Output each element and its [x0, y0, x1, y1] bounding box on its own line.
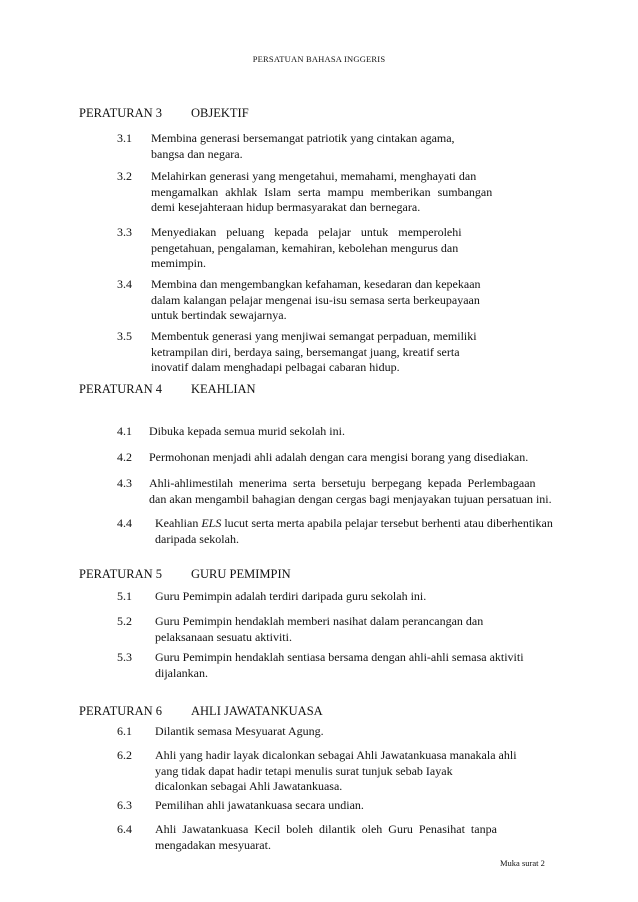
- item-text-line: memimpin.: [151, 256, 206, 270]
- item-number: 3.2: [117, 169, 132, 183]
- item-text-line: Membentuk generasi yang menjiwai semangat perpaduan, memiliki: [151, 329, 477, 343]
- item-text-line: bangsa dan negara.: [151, 146, 243, 161]
- item-text-line: dijalankan.: [155, 665, 208, 680]
- section-heading: KEAHLIAN: [191, 382, 256, 396]
- item-text-segment: lucut serta merta apabila pelajar tersebut berhenti atau diberhentikan: [221, 516, 553, 530]
- item-number: 3.1: [117, 131, 132, 145]
- item-text-line: dalam kalangan pelajar mengenai isu-isu semasa serta berkeupayaan: [151, 292, 480, 307]
- section-title-peraturan-3: [79, 106, 249, 121]
- item-text-line: mengadakan mesyuarat.: [155, 837, 271, 852]
- item-number: 3.5: [117, 329, 132, 343]
- item-text-line: Dilantik semasa Mesyuarat Agung.: [155, 724, 324, 738]
- section-heading: AHLI JAWATANKUASA: [191, 704, 323, 718]
- item-text-line: [155, 516, 553, 532]
- item-text-line: Ahli yang hadir layak dicalonkan sebagai Ahli Jawatankuasa manakala ahli: [155, 748, 517, 762]
- section-title-peraturan-4: [79, 382, 256, 397]
- item-text-line: dan akan mengambil bahagian dengan cergas bagi menjayakan tujuan persatuan ini.: [149, 491, 552, 506]
- item-text-line: Membina dan mengembangkan kefahaman, kesedaran dan kepekaan: [151, 277, 481, 291]
- item-text-line: Melahirkan generasi yang mengetahui, memahami, menghayati dan: [151, 169, 477, 183]
- item-text-emphasis: ELS: [201, 516, 222, 530]
- item-text-line: dicalonkan sebagai Ahli Jawatankuasa.: [155, 779, 343, 793]
- page-header: PERSATUAN BAHASA INGGERIS: [252, 54, 386, 64]
- item-text-line: mengamalkan akhlak Islam serta mampu memberikan sumbangan: [151, 184, 493, 199]
- page-number: Muka surat 2: [500, 858, 545, 868]
- item-text-line: untuk bertindak sewajarnya.: [151, 308, 287, 322]
- item-number: 6.3: [117, 798, 132, 812]
- item-text-line: Permohonan menjadi ahli adalah dengan cara mengisi borang yang disediakan.: [149, 450, 529, 464]
- item-text-line: Ahli Jawatankuasa Kecil boleh dilantik oleh Guru Penasihat tanpa: [155, 822, 497, 836]
- item-text-line: Dibuka kepada semua murid sekolah ini.: [149, 424, 345, 438]
- item-text-line: pelaksanaan sesuatu aktiviti.: [155, 629, 292, 644]
- item-number: 6.4: [117, 822, 132, 836]
- item-text-line: Membina generasi bersemangat patriotik yang cintakan agama,: [151, 131, 455, 145]
- item-text-line: Guru Pemimpin hendaklah memberi nasihat dalam perancangan dan: [155, 614, 484, 628]
- item-text-line: Guru Pemimpin adalah terdiri daripada guru sekolah ini.: [155, 589, 427, 603]
- item-text-line: Ahli-ahlimestilah menerima serta bersetuju berpegang kepada Perlembagaan: [149, 476, 536, 490]
- section-heading: OBJEKTIF: [191, 106, 249, 120]
- item-number: 4.3: [117, 476, 132, 490]
- section-number: PERATURAN 6: [79, 704, 162, 718]
- item-text-line: daripada sekolah.: [155, 531, 239, 546]
- item-number: 5.2: [117, 614, 132, 628]
- item-text-line: Pemilihan ahli jawatankuasa secara undian.: [155, 798, 364, 812]
- item-text-line: Menyediakan peluang kepada pelajar untuk memperolehi: [151, 225, 462, 239]
- item-text-line: inovatif dalam menghadapi pelbagai cabaran hidup.: [151, 360, 400, 374]
- item-text-line: demi kesejahteraan hidup bermasyarakat dan bernegara.: [151, 200, 421, 214]
- item-number: 6.2: [117, 748, 132, 762]
- item-text-line: Guru Pemimpin hendaklah sentiasa bersama dengan ahli-ahli semasa aktiviti: [155, 650, 524, 664]
- item-text-line: yang tidak dapat hadir tetapi menulis surat tunjuk sebab Iayak: [155, 763, 453, 778]
- section-number: PERATURAN 5: [79, 567, 162, 581]
- item-text-segment: Keahlian: [155, 516, 202, 530]
- section-number: PERATURAN 4: [79, 382, 162, 396]
- item-number: 4.4: [117, 516, 132, 530]
- item-number: 3.3: [117, 225, 132, 239]
- item-text-line: ketrampilan diri, berdaya saing, bersemangat juang, kreatif serta: [151, 344, 460, 359]
- section-title-peraturan-5: [79, 567, 291, 582]
- item-number: 4.1: [117, 424, 132, 438]
- section-heading: GURU PEMIMPIN: [191, 567, 291, 581]
- item-text-line: pengetahuan, pengalaman, kemahiran, kebolehan mengurus dan: [151, 240, 459, 255]
- section-title-peraturan-6: [79, 704, 323, 719]
- item-number: 3.4: [117, 277, 132, 291]
- item-number: 4.2: [117, 450, 132, 464]
- section-number: PERATURAN 3: [79, 106, 162, 120]
- item-number: 5.1: [117, 589, 132, 603]
- item-number: 6.1: [117, 724, 132, 738]
- item-number: 5.3: [117, 650, 132, 664]
